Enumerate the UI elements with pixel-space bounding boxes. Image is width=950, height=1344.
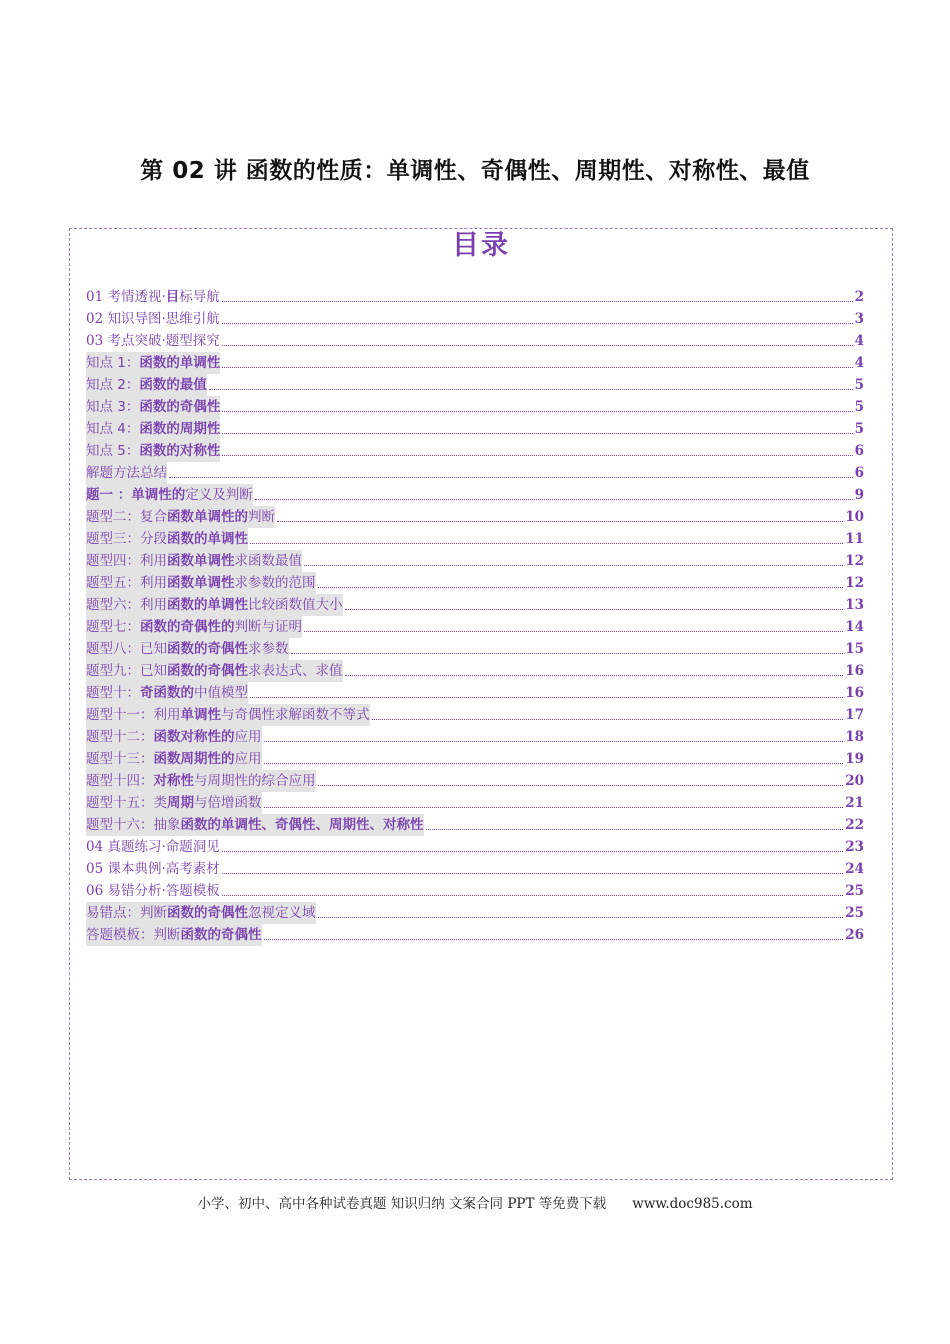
toc-entry[interactable] (86, 330, 864, 352)
toc-entry-text: 题型七： (86, 619, 140, 635)
toc-entry-text: 题型十二： (86, 729, 154, 745)
toc-entry-text: 定义及判断 (185, 487, 253, 503)
toc-entry[interactable] (86, 682, 864, 704)
toc-entry-number: 06 (86, 883, 108, 899)
toc-entry-text: 考情透视· (107, 289, 166, 305)
toc-entry-keyword: 函数的单调性 (167, 531, 248, 547)
toc-entry-label (86, 396, 220, 418)
toc-leader-dots (264, 939, 844, 940)
toc-entry-label (86, 748, 262, 770)
toc-entry[interactable] (86, 484, 864, 506)
toc-entry[interactable] (86, 594, 864, 616)
toc-entry[interactable] (86, 286, 864, 308)
toc-leader-dots (264, 807, 844, 808)
toc-entry-label (86, 440, 220, 462)
toc-leader-dots (250, 697, 843, 698)
toc-page-number: 11 (845, 531, 864, 547)
toc-page-number: 9 (854, 487, 864, 503)
toc-entry-text: 解题方法总结 (86, 465, 167, 481)
toc-box (69, 228, 893, 1180)
toc-page-number: 2 (854, 289, 864, 305)
toc-entry-text: 题型四：利用 (86, 553, 167, 569)
toc-leader-dots (345, 609, 844, 610)
toc-leader-dots (209, 389, 853, 390)
toc-entry-keyword: 函数单调性 (167, 575, 235, 591)
toc-page-number: 13 (845, 597, 864, 613)
toc-entry-text: 忽视定义域 (248, 905, 316, 921)
toc-entry-keyword: 函数的奇偶性 (167, 905, 248, 921)
toc-page-number: 4 (854, 355, 864, 371)
toc-entry-keyword: 函数周期性的 (153, 751, 235, 767)
toc-entry-label (86, 462, 167, 484)
toc-page-number: 6 (854, 465, 864, 481)
toc-entry[interactable] (86, 308, 864, 330)
toc-entry-text: 求参数 (248, 641, 289, 657)
toc-entry-text: 题型三：分段 (86, 531, 167, 547)
toc-entry-label (86, 528, 248, 550)
toc-entry-text: 知点 3： (86, 399, 140, 415)
toc-leader-dots (222, 455, 852, 456)
toc-entry-label (86, 726, 262, 748)
toc-entry-keyword: 目 (165, 289, 180, 305)
toc-leader-dots (277, 521, 843, 522)
toc-entry[interactable] (86, 748, 864, 770)
toc-entry[interactable] (86, 374, 864, 396)
toc-entry-text: 比较函数值大小 (248, 597, 343, 613)
toc-heading: 目录 (452, 230, 510, 261)
toc-entry-keyword: 函数的单调性 (167, 597, 248, 613)
toc-entry-text: 考点突破·题型探究 (107, 333, 220, 349)
toc-leader-dots (318, 785, 844, 786)
toc-entry-text: 答题模板：判断 (86, 927, 181, 943)
toc-page-number: 14 (845, 619, 864, 635)
toc-entry-label (86, 902, 316, 924)
toc-leader-dots (222, 301, 853, 302)
toc-entry[interactable] (86, 770, 864, 792)
toc-entry-label (86, 660, 343, 682)
toc-page-number: 26 (845, 927, 864, 943)
toc-entry-label (86, 924, 262, 946)
toc-entry-keyword: 函数的单调性、奇偶性、周期性、对称性 (180, 817, 424, 833)
toc-entry-text: 判断 (248, 509, 275, 525)
toc-entry-keyword: 函数的单调性 (139, 355, 221, 371)
toc-entry[interactable] (86, 528, 864, 550)
toc-page-number: 20 (845, 773, 864, 789)
toc-entry-keyword: 函数对称性的 (153, 729, 235, 745)
toc-page-number: 25 (845, 883, 864, 899)
toc-entry-text: 题型十一：利用 (86, 707, 181, 723)
toc-entry-label (86, 594, 343, 616)
toc-leader-dots (222, 851, 843, 852)
toc-entry-number: 05 (86, 861, 108, 877)
toc-entry-label (86, 814, 424, 836)
toc-entry-number: 03 (86, 333, 108, 349)
footer (0, 1192, 950, 1212)
toc-page-number: 10 (845, 509, 864, 525)
toc-page-number: 5 (854, 421, 864, 437)
toc-entry-text: 中值模型 (194, 685, 248, 701)
toc-entry-keyword: 函数单调性的 (167, 509, 248, 525)
toc-entry-label (86, 550, 302, 572)
toc-entry-text: 求函数最值 (234, 553, 302, 569)
toc-page-number: 18 (845, 729, 864, 745)
toc-entry-keyword: 对称性 (153, 773, 194, 789)
toc-entry-label (86, 638, 289, 660)
toc-entry[interactable] (86, 638, 864, 660)
toc-page-number: 4 (854, 333, 864, 349)
toc-entry-keyword: 函数的奇偶性的 (140, 619, 235, 635)
toc-entry[interactable] (86, 352, 864, 374)
toc-entry-label (86, 418, 220, 440)
toc-entry[interactable] (86, 396, 864, 418)
toc-entry-keyword: 函数的奇偶性 (139, 399, 221, 415)
toc-entry-label (86, 506, 275, 528)
toc-entry-label (86, 682, 248, 704)
toc-entry-text: 题型十六：抽象 (86, 817, 181, 833)
toc-entry-text: 题型九：已知 (86, 663, 167, 679)
toc-entry[interactable] (86, 814, 864, 836)
toc-entry-text: 判断与证明 (234, 619, 302, 635)
toc-entry-label (86, 374, 207, 396)
toc-entry-text: 与奇偶性求解函数不等式 (221, 707, 370, 723)
toc-page-number: 25 (845, 905, 864, 921)
toc-entry-keyword: 函数的奇偶性 (167, 641, 248, 657)
toc-entry[interactable] (86, 462, 864, 484)
toc-page-number: 24 (845, 861, 864, 877)
toc-entry-label (86, 308, 220, 330)
toc-entry-label (86, 836, 220, 858)
toc-page-number: 16 (845, 685, 864, 701)
toc-page-number: 19 (845, 751, 864, 767)
toc-entry[interactable] (86, 902, 864, 924)
toc-entry-keyword: 函数的对称性 (139, 443, 221, 459)
toc-leader-dots (304, 565, 843, 566)
toc-list (86, 286, 864, 946)
toc-entry-text: 知点 5： (86, 443, 140, 459)
toc-leader-dots (372, 719, 844, 720)
toc-page-number: 12 (845, 553, 864, 569)
toc-page-number: 22 (845, 817, 864, 833)
toc-entry-keyword: 函数的最值 (139, 377, 207, 393)
toc-entry-text: 应用 (234, 729, 262, 745)
toc-entry[interactable] (86, 616, 864, 638)
toc-leader-dots (426, 829, 844, 830)
toc-entry[interactable] (86, 792, 864, 814)
toc-leader-dots (222, 323, 853, 324)
toc-entry-text: 题型十五：类 (86, 795, 167, 811)
toc-entry-text: 标导航 (179, 289, 220, 305)
toc-leader-dots (222, 411, 852, 412)
toc-entry-text: 题型六：利用 (86, 597, 167, 613)
toc-leader-dots (304, 631, 843, 632)
toc-entry-text: 与周期性的综合应用 (194, 773, 316, 789)
toc-entry-label (86, 880, 220, 902)
toc-leader-dots (222, 345, 853, 346)
toc-entry-text: 知点 4： (86, 421, 140, 437)
toc-entry-keyword: 周期 (167, 795, 194, 811)
toc-leader-dots (291, 653, 844, 654)
toc-leader-dots (264, 763, 844, 764)
toc-entry-text: 题型五：利用 (86, 575, 167, 591)
toc-entry-text: 题型十四： (86, 773, 154, 789)
toc-leader-dots (318, 587, 844, 588)
toc-page-number: 16 (845, 663, 864, 679)
footer-text: 小学、初中、高中各种试卷真题 知识归纳 文案合同 PPT 等免费下载 (197, 1196, 607, 1212)
toc-entry-number: 01 (86, 289, 108, 305)
toc-entry-text: 课本典例·高考素材 (107, 861, 220, 877)
toc-leader-dots (169, 477, 853, 478)
toc-entry-text: 题型十： (86, 685, 140, 701)
toc-entry[interactable] (86, 726, 864, 748)
toc-entry-label (86, 704, 370, 726)
toc-entry[interactable] (86, 660, 864, 682)
toc-entry-label (86, 330, 220, 352)
toc-entry-label (86, 572, 316, 594)
toc-entry-label (86, 792, 262, 814)
toc-page-number: 15 (845, 641, 864, 657)
toc-page-number: 21 (845, 795, 864, 811)
toc-entry-label (86, 352, 220, 374)
toc-page-number: 17 (845, 707, 864, 723)
toc-entry[interactable] (86, 836, 864, 858)
toc-entry-label (86, 770, 316, 792)
toc-leader-dots (222, 367, 852, 368)
toc-leader-dots (318, 917, 844, 918)
toc-entry-label (86, 484, 253, 506)
toc-entry-label (86, 616, 302, 638)
toc-entry-keyword: 单调性 (180, 707, 221, 723)
toc-entry-text: 求参数的范围 (234, 575, 316, 591)
toc-entry[interactable] (86, 858, 864, 880)
toc-entry[interactable] (86, 506, 864, 528)
toc-entry-number: 04 (86, 839, 108, 855)
toc-leader-dots (222, 895, 843, 896)
toc-entry-label (86, 286, 220, 308)
toc-entry-text: 题型二：复合 (86, 509, 167, 525)
toc-entry-number: 02 (86, 311, 108, 327)
toc-entry-keyword: 函数的奇偶性 (167, 663, 248, 679)
toc-entry-keyword: 函数的周期性 (139, 421, 221, 437)
toc-entry-text: 知识导图·思维引航 (107, 311, 220, 327)
toc-entry[interactable] (86, 572, 864, 594)
toc-entry[interactable] (86, 880, 864, 902)
toc-entry[interactable] (86, 704, 864, 726)
toc-entry-text: 易错点：判断 (86, 905, 167, 921)
toc-entry-text: 真题练习·命题洞见 (107, 839, 220, 855)
toc-entry-text: 易错分析·答题模板 (107, 883, 220, 899)
toc-entry[interactable] (86, 550, 864, 572)
toc-leader-dots (222, 873, 843, 874)
toc-entry-keyword: 奇函数的 (140, 685, 194, 701)
toc-entry-text: 应用 (234, 751, 262, 767)
toc-entry-keyword: 函数的奇偶性 (180, 927, 262, 943)
toc-page-number: 12 (845, 575, 864, 591)
toc-entry[interactable] (86, 418, 864, 440)
toc-entry-text: 知点 1： (86, 355, 140, 371)
toc-leader-dots (264, 741, 844, 742)
toc-entry-keyword: 题一 ：单调性的 (86, 487, 186, 503)
toc-page-number: 3 (854, 311, 864, 327)
toc-entry-keyword: 函数单调性 (167, 553, 235, 569)
toc-entry-label (86, 858, 220, 880)
toc-entry[interactable] (86, 440, 864, 462)
page-title: 第 02 讲 函数的性质：单调性、奇偶性、周期性、对称性、最值 (140, 158, 810, 184)
toc-entry-text: 知点 2： (86, 377, 140, 393)
toc-page-number: 5 (854, 399, 864, 415)
footer-url[interactable]: www.doc985.com (632, 1196, 753, 1212)
toc-entry-text: 求表达式、求值 (248, 663, 343, 679)
toc-entry-text: 与倍增函数 (194, 795, 262, 811)
toc-page-number: 23 (845, 839, 864, 855)
toc-leader-dots (255, 499, 853, 500)
toc-entry-text: 题型十三： (86, 751, 154, 767)
toc-entry[interactable] (86, 924, 864, 946)
toc-leader-dots (345, 675, 844, 676)
toc-page-number: 5 (854, 377, 864, 393)
toc-page-number: 6 (854, 443, 864, 459)
toc-entry-text: 题型八：已知 (86, 641, 167, 657)
toc-leader-dots (250, 543, 843, 544)
toc-leader-dots (222, 433, 852, 434)
